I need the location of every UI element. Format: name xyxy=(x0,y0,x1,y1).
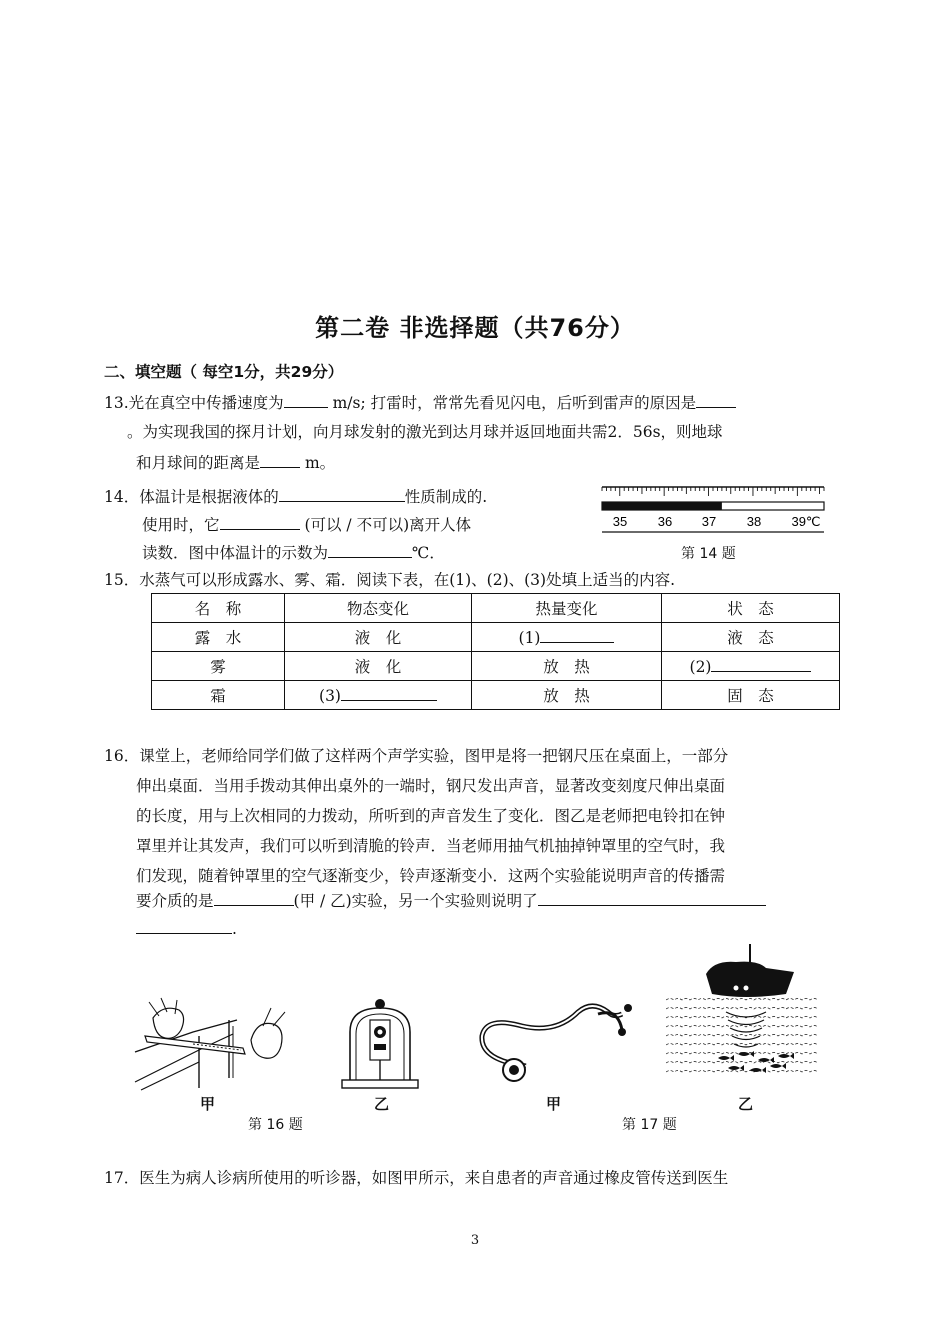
water-wave xyxy=(666,1026,818,1028)
q16-blank-which[interactable] xyxy=(214,890,294,906)
q16-line6 xyxy=(136,890,766,911)
blank-label-1: (1) xyxy=(518,629,541,647)
q13-line3 xyxy=(136,452,335,473)
table-row xyxy=(152,652,840,681)
figure-label-yi: 乙 xyxy=(374,1095,390,1113)
table-cell: 液 态 xyxy=(662,623,840,652)
q13-line2: 。为实现我国的探月计划，向月球发射的激光到达月球并返回地面共需2．56s，则地球 xyxy=(127,423,723,441)
q14-blank-leave[interactable] xyxy=(220,514,300,530)
fish xyxy=(750,1067,766,1073)
stethoscope-figure xyxy=(476,994,636,1084)
q15-table xyxy=(151,593,840,710)
thermometer-ticks xyxy=(602,487,824,496)
scale-label-37: 37 xyxy=(701,514,717,529)
q14-text: (可以 / 不可以)离开人体 xyxy=(299,516,472,534)
q16-line: 伸出桌面．当用手拨动其伸出桌外的一端时，钢尺发出声音，显著改变刻度尺伸出桌面 xyxy=(136,777,726,795)
q16-line: 的长度，用与上次相同的力拨动，所听到的声音发生了变化．图乙是老师把电铃扣在钟 xyxy=(136,807,726,825)
water-waves xyxy=(666,999,818,1073)
table-cell[interactable] xyxy=(472,623,662,652)
q16-text: (甲 / 乙)实验，另一个实验则说明了 xyxy=(293,892,538,910)
bell-jar-figure xyxy=(338,996,422,1090)
q15-blank-3[interactable] xyxy=(341,685,437,701)
blank-label-2: (2) xyxy=(689,658,712,676)
q13-text: 和月球间的距离是 xyxy=(136,454,261,472)
table-header: 名 称 xyxy=(152,594,285,623)
table-header-row xyxy=(152,594,840,623)
scale-label-36: 36 xyxy=(657,514,673,529)
table-row xyxy=(152,623,840,652)
q15-text: 15．水蒸气可以形成露水、雾、霜．阅读下表，在(1)、(2)、(3)处填上适当的内容. xyxy=(104,571,676,589)
q14-text: 读数．图中体温计的示数为 xyxy=(142,544,329,562)
q14-text: ℃． xyxy=(412,544,445,562)
q16-text: 要介质的是 xyxy=(136,892,214,910)
q14-text: 使用时，它 xyxy=(142,516,220,534)
q16-line: 们发现，随着钟罩里的空气逐渐变少，铃声逐渐变小．这两个实验能说明声音的传播需 xyxy=(136,867,726,885)
q14-line1 xyxy=(104,486,487,507)
water-wave xyxy=(666,1062,818,1064)
q14-line3 xyxy=(142,542,445,563)
table-cell: 霜 xyxy=(152,681,285,710)
table-cell: 液 化 xyxy=(285,623,472,652)
boat-fish-figure xyxy=(666,942,818,1084)
fish xyxy=(770,1063,786,1069)
page-number: 3 xyxy=(470,1233,480,1248)
q15-blank-2[interactable] xyxy=(711,656,811,672)
q13-text: 13.光在真空中传播速度为 xyxy=(104,394,284,412)
water-wave xyxy=(666,1044,818,1046)
q16-line: 16．课堂上，老师给同学们做了这样两个声学实验，图甲是将一把钢尺压在桌面上，一部分 xyxy=(104,747,729,765)
thermometer-figure xyxy=(598,482,830,534)
table-cell: 露 水 xyxy=(152,623,285,652)
q16-blank-other[interactable] xyxy=(538,890,766,906)
table-cell: 放 热 xyxy=(472,652,662,681)
scale-label-35: 35 xyxy=(612,514,628,529)
q14-blank-property[interactable] xyxy=(279,486,405,502)
figure-caption-17: 第 17 题 xyxy=(622,1117,677,1133)
page-title: 第二卷 非选择题（共76分） xyxy=(315,314,635,342)
q14-text: 14．体温计是根据液体的 xyxy=(104,488,279,506)
fish xyxy=(728,1065,744,1071)
q16-line: 罩里并让其发声，我们可以听到清脆的铃声．当老师用抽气机抽掉钟罩里的空气时，我 xyxy=(136,837,726,855)
table-header: 物态变化 xyxy=(285,594,472,623)
q16-blank-other-cont[interactable] xyxy=(136,918,232,934)
q13-blank-speed[interactable] xyxy=(284,392,328,408)
fish xyxy=(778,1053,794,1059)
water-wave xyxy=(666,1008,818,1010)
table-cell: 液 化 xyxy=(285,652,472,681)
figure-label-jia: 甲 xyxy=(200,1095,216,1113)
table-cell: 雾 xyxy=(152,652,285,681)
q13-text: m/s; 打雷时，常常先看见闪电，后听到雷声的原因是 xyxy=(327,394,697,412)
water-wave xyxy=(666,1035,818,1037)
figure-caption-16: 第 16 题 xyxy=(248,1117,303,1133)
fish xyxy=(738,1051,754,1057)
q13-blank-distance[interactable] xyxy=(260,452,300,468)
q16-line7 xyxy=(136,918,237,939)
table-cell: 放 热 xyxy=(472,681,662,710)
q14-text: 性质制成的. xyxy=(404,488,488,506)
section-heading: 二、填空题（ 每空1分，共29分） xyxy=(104,363,344,381)
water-wave xyxy=(666,1071,818,1073)
q14-line2 xyxy=(142,514,471,535)
q17-text: 17．医生为病人诊病所使用的听诊器，如图甲所示，来自患者的声音通过橡皮管传送到医生 xyxy=(104,1169,729,1187)
figure-label-jia: 甲 xyxy=(546,1095,562,1113)
table-header: 热量变化 xyxy=(472,594,662,623)
table-cell: 固 态 xyxy=(662,681,840,710)
q15-blank-1[interactable] xyxy=(540,627,614,643)
table-row xyxy=(152,681,840,710)
scale-label-38: 38 xyxy=(746,514,762,529)
q16-text: . xyxy=(232,920,237,938)
figure-label-yi: 乙 xyxy=(738,1095,754,1113)
q13-line1 xyxy=(104,392,736,413)
mercury-column xyxy=(602,502,722,510)
q13-text: m。 xyxy=(300,454,336,472)
table-header: 状 态 xyxy=(662,594,840,623)
blank-label-3: (3) xyxy=(319,687,341,705)
scale-label-39: 39℃ xyxy=(791,514,821,529)
ruler-table-figure xyxy=(133,996,293,1092)
table-cell[interactable] xyxy=(662,652,840,681)
q13-blank-reason[interactable] xyxy=(696,392,736,408)
q14-blank-reading[interactable] xyxy=(328,542,412,558)
water-wave xyxy=(666,999,818,1001)
fish xyxy=(718,1055,734,1061)
table-cell[interactable] xyxy=(285,681,472,710)
figure-caption-14: 第 14 题 xyxy=(681,546,736,562)
